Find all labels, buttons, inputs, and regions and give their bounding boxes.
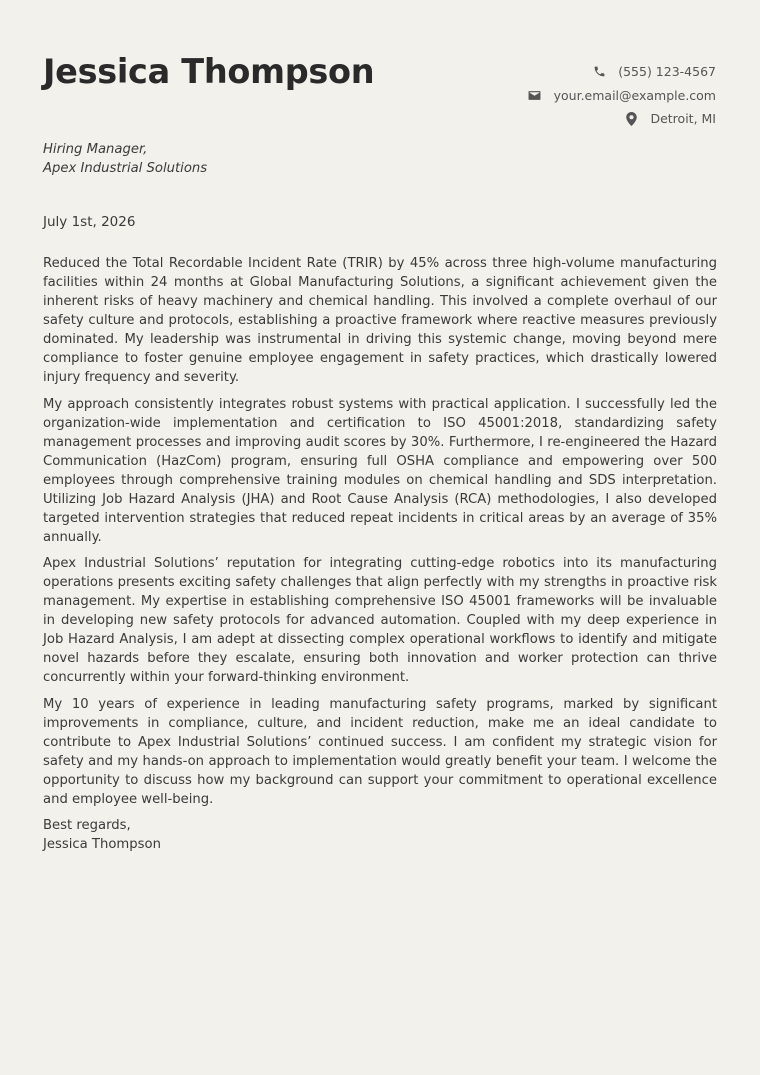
- phone-text: (555) 123-4567: [618, 64, 716, 80]
- email-text: your.email@example.com: [553, 87, 716, 103]
- letter-body: [43, 254, 717, 854]
- body-paragraph-4: My 10 years of experience in leading manufacturing safety programs, marked by significant improvements in compliance, culture, and incident reduction, make me an ideal candidate to contribute to Apex Industrial Solutions’ continued success. I am confident my strategic vision for safety and my hands-on approach to implementation would greatly benefit your team. I welcome the opportunity to discuss how my background can support your commitment to operational excellence and employee well-being.: [43, 696, 717, 807]
- body-paragraph-2: My approach consistently integrates robust systems with practical application. I successfully led the organization-wide implementation and certification to ISO 45001:2018, standardizing safety management processes and improving audit scores by 30%. Furthermore, I re-engineered the Hazard Communication (HazCom) program, ensuring full OSHA compliance and empowering over 500 employees through comprehensive training modules on chemical handling and SDS interpretation. Utilizing Job Hazard Analysis (JHA) and Root Cause Analysis (RCA) methodologies, I also developed targeted intervention strategies that reduced repeat incidents in critical areas by an average of 35% annually.: [43, 396, 717, 545]
- contact-info: [528, 60, 716, 131]
- contact-phone: [528, 60, 716, 84]
- letter-date: July 1st, 2026: [43, 214, 136, 230]
- applicant-name: Jessica Thompson: [43, 52, 375, 91]
- location-text: Detroit, MI: [650, 111, 716, 127]
- recipient-title: Hiring Manager,: [43, 142, 148, 157]
- closing-salutation: Best regards,: [43, 818, 131, 833]
- signature-name: Jessica Thompson: [43, 837, 161, 852]
- body-paragraph-3: Apex Industrial Solutions’ reputation for integrating cutting-edge robotics into its manufacturing operations presents exciting safety challenges that align perfectly with my strengths in proactive risk management. My expertise in establishing comprehensive ISO 45001 frameworks will be invaluable in developing new safety protocols for advanced automation. Coupled with my deep experience in Job Hazard Analysis, I am adept at dissecting complex operational workflows to identify and mitigate novel hazards before they escalate, ensuring both innovation and worker protection can thrive concurrently within your forward-thinking environment.: [43, 556, 717, 685]
- body-paragraph-1: Reduced the Total Recordable Incident Rate (TRIR) by 45% across three high-volume manufacturing facilities within 24 months at Global Manufacturing Solutions, a significant achievement given the inherent risks of heavy machinery and chemical handling. This involved a complete overhaul of our safety culture and protocols, establishing a proactive framework where reactive measures previously dominated. My leadership was instrumental in driving this systemic change, moving beyond mere compliance to foster genuine employee engagement in safety practices, which drastically lowered injury frequency and severity.: [43, 256, 717, 385]
- envelope-icon: [528, 88, 542, 102]
- map-pin-icon: [624, 112, 638, 126]
- contact-location: [528, 107, 716, 131]
- recipient-company: Apex Industrial Solutions: [43, 161, 208, 176]
- contact-email: [528, 84, 716, 108]
- phone-icon: [592, 65, 606, 79]
- recipient-block: [43, 140, 207, 178]
- closing-block: [43, 816, 717, 854]
